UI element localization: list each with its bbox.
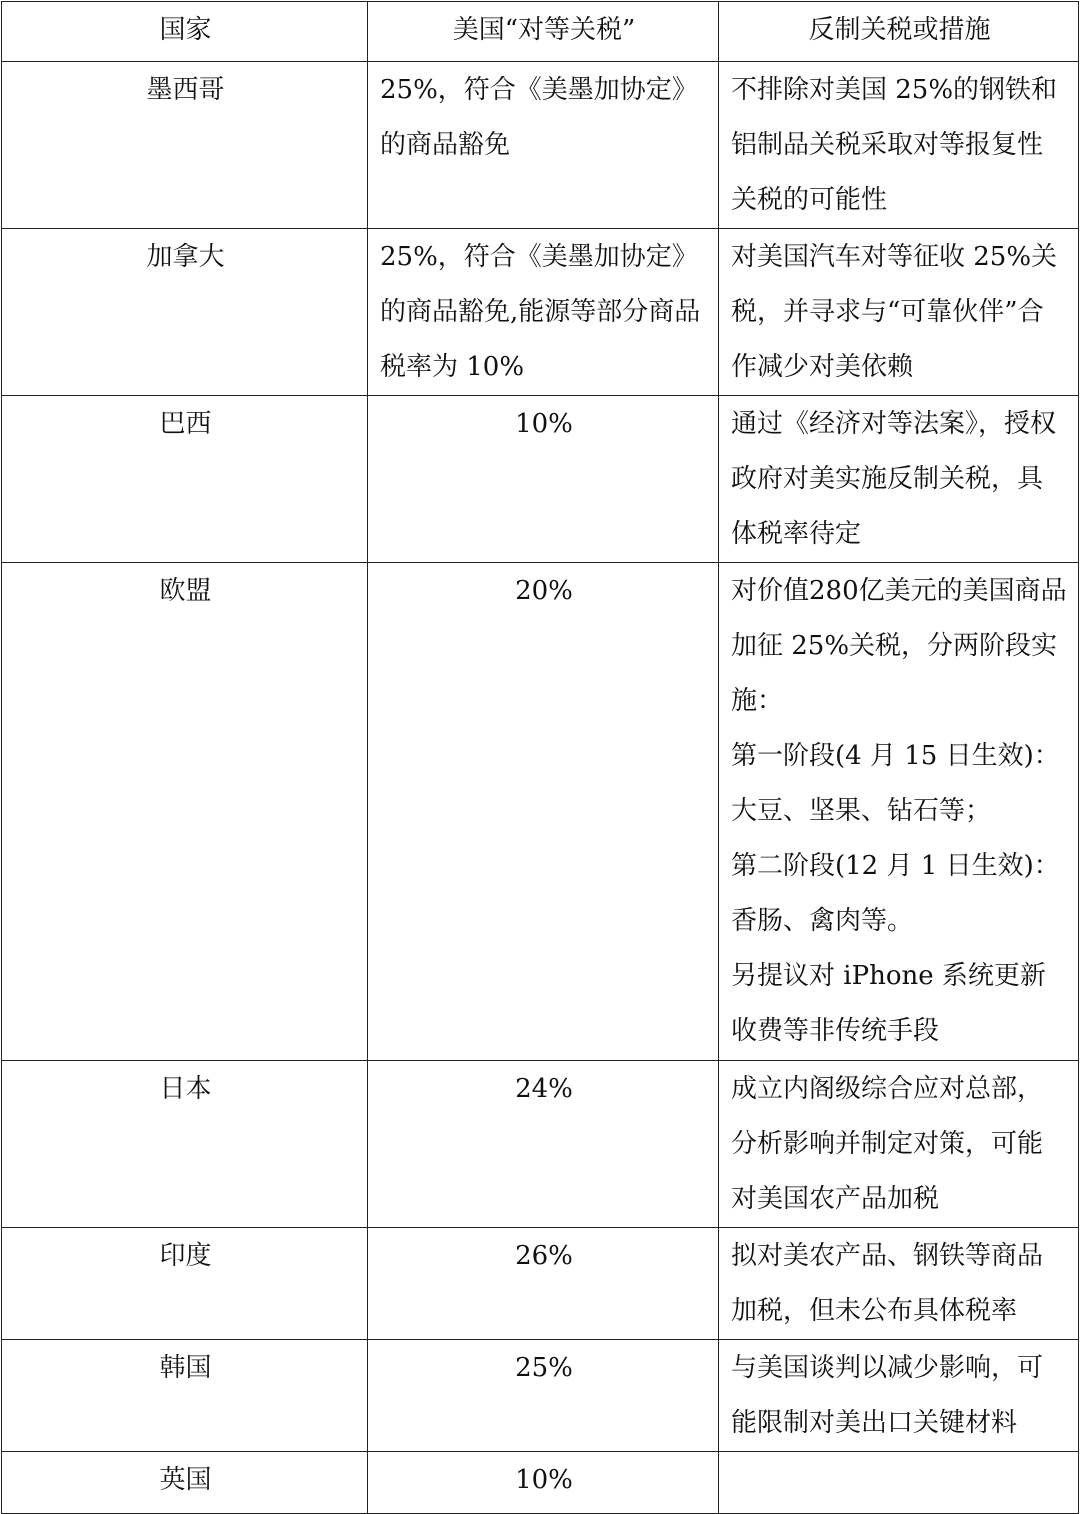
header-cell-country — [2, 2, 368, 62]
us-tariff-text: 25%，符合《美墨加协定》的商品豁免,能源等部分商品税率为 10% — [380, 242, 701, 382]
us-tariff-text: 10% — [515, 1465, 573, 1495]
countermeasure-text: 拟对美农产品、钢铁等商品加税，但未公布具体税率 — [731, 1241, 1044, 1326]
us-tariff-cell — [368, 1228, 719, 1340]
countermeasure-cell — [719, 1061, 1079, 1228]
countermeasure-text: 通过《经济对等法案》，授权政府对美实施反制关税，具体税率待定 — [731, 409, 1057, 549]
countermeasure-text: 不排除对美国 25%的钢铁和铝制品关税采取对等报复性关税的可能性 — [731, 75, 1058, 215]
us-tariff-text: 10% — [515, 409, 573, 439]
us-tariff-cell — [368, 1340, 719, 1452]
header-cell-countermeasure — [719, 2, 1079, 62]
us-tariff-text: 24% — [515, 1074, 573, 1104]
tariff-table — [1, 1, 1079, 1514]
countermeasure-cell — [719, 563, 1079, 1061]
table-row — [2, 1228, 1079, 1340]
countermeasure-text: 对价值280亿美元的美国商品加征 25%关税，分两阶段实施： 第一阶段(4 月 15 日生效)：大豆、坚果、钻石等； 第二阶段(12 月 1 日生效)：香肠、禽肉等。 另提议对 iPhone 系统更新收费等非传统手段 — [731, 576, 1067, 1046]
us-tariff-text: 25% — [515, 1353, 573, 1383]
country-cell — [2, 1061, 368, 1228]
countermeasure-cell — [719, 62, 1079, 229]
countermeasure-text: 与美国谈判以减少影响，可能限制对美出口关键材料 — [731, 1353, 1044, 1438]
country-cell — [2, 1340, 368, 1452]
countermeasure-text: 对美国汽车对等征收 25%关税，并寻求与“可靠伙伴”合作减少对美依赖 — [731, 242, 1058, 382]
table-row — [2, 62, 1079, 229]
us-tariff-cell — [368, 1452, 719, 1514]
us-tariff-cell — [368, 1061, 719, 1228]
country-cell — [2, 396, 368, 563]
countermeasure-text — [719, 1452, 1078, 1453]
header-us-tariff-label: 美国“对等关税” — [452, 15, 636, 45]
table-row — [2, 1452, 1079, 1514]
us-tariff-cell — [368, 62, 719, 229]
country-name: 加拿大 — [146, 242, 225, 272]
country-name: 巴西 — [159, 409, 212, 439]
country-name: 英国 — [159, 1465, 212, 1495]
countermeasure-cell — [719, 1452, 1079, 1514]
us-tariff-text: 20% — [515, 576, 573, 606]
us-tariff-text: 26% — [515, 1241, 573, 1271]
countermeasure-cell — [719, 1340, 1079, 1452]
table-row — [2, 563, 1079, 1061]
table-row — [2, 1061, 1079, 1228]
header-cell-us-tariff — [368, 2, 719, 62]
header-countermeasure-label: 反制关税或措施 — [808, 15, 991, 45]
us-tariff-cell — [368, 229, 719, 396]
countermeasure-text: 成立内阁级综合应对总部，分析影响并制定对策，可能对美国农产品加税 — [731, 1074, 1044, 1214]
country-cell — [2, 229, 368, 396]
country-cell — [2, 1228, 368, 1340]
countermeasure-cell — [719, 396, 1079, 563]
table-row — [2, 1340, 1079, 1452]
country-cell — [2, 62, 368, 229]
country-name: 日本 — [159, 1074, 212, 1104]
country-name: 欧盟 — [159, 576, 212, 606]
country-cell — [2, 563, 368, 1061]
us-tariff-text: 25%，符合《美墨加协定》的商品豁免 — [380, 75, 698, 160]
table-row — [2, 396, 1079, 563]
country-name: 印度 — [159, 1241, 212, 1271]
header-country-label: 国家 — [159, 15, 212, 45]
countermeasure-cell — [719, 229, 1079, 396]
table-row — [2, 229, 1079, 396]
us-tariff-cell — [368, 396, 719, 563]
country-name: 墨西哥 — [146, 75, 225, 105]
country-cell — [2, 1452, 368, 1514]
table-header-row — [2, 2, 1079, 62]
us-tariff-cell — [368, 563, 719, 1061]
countermeasure-cell — [719, 1228, 1079, 1340]
country-name: 韩国 — [159, 1353, 212, 1383]
